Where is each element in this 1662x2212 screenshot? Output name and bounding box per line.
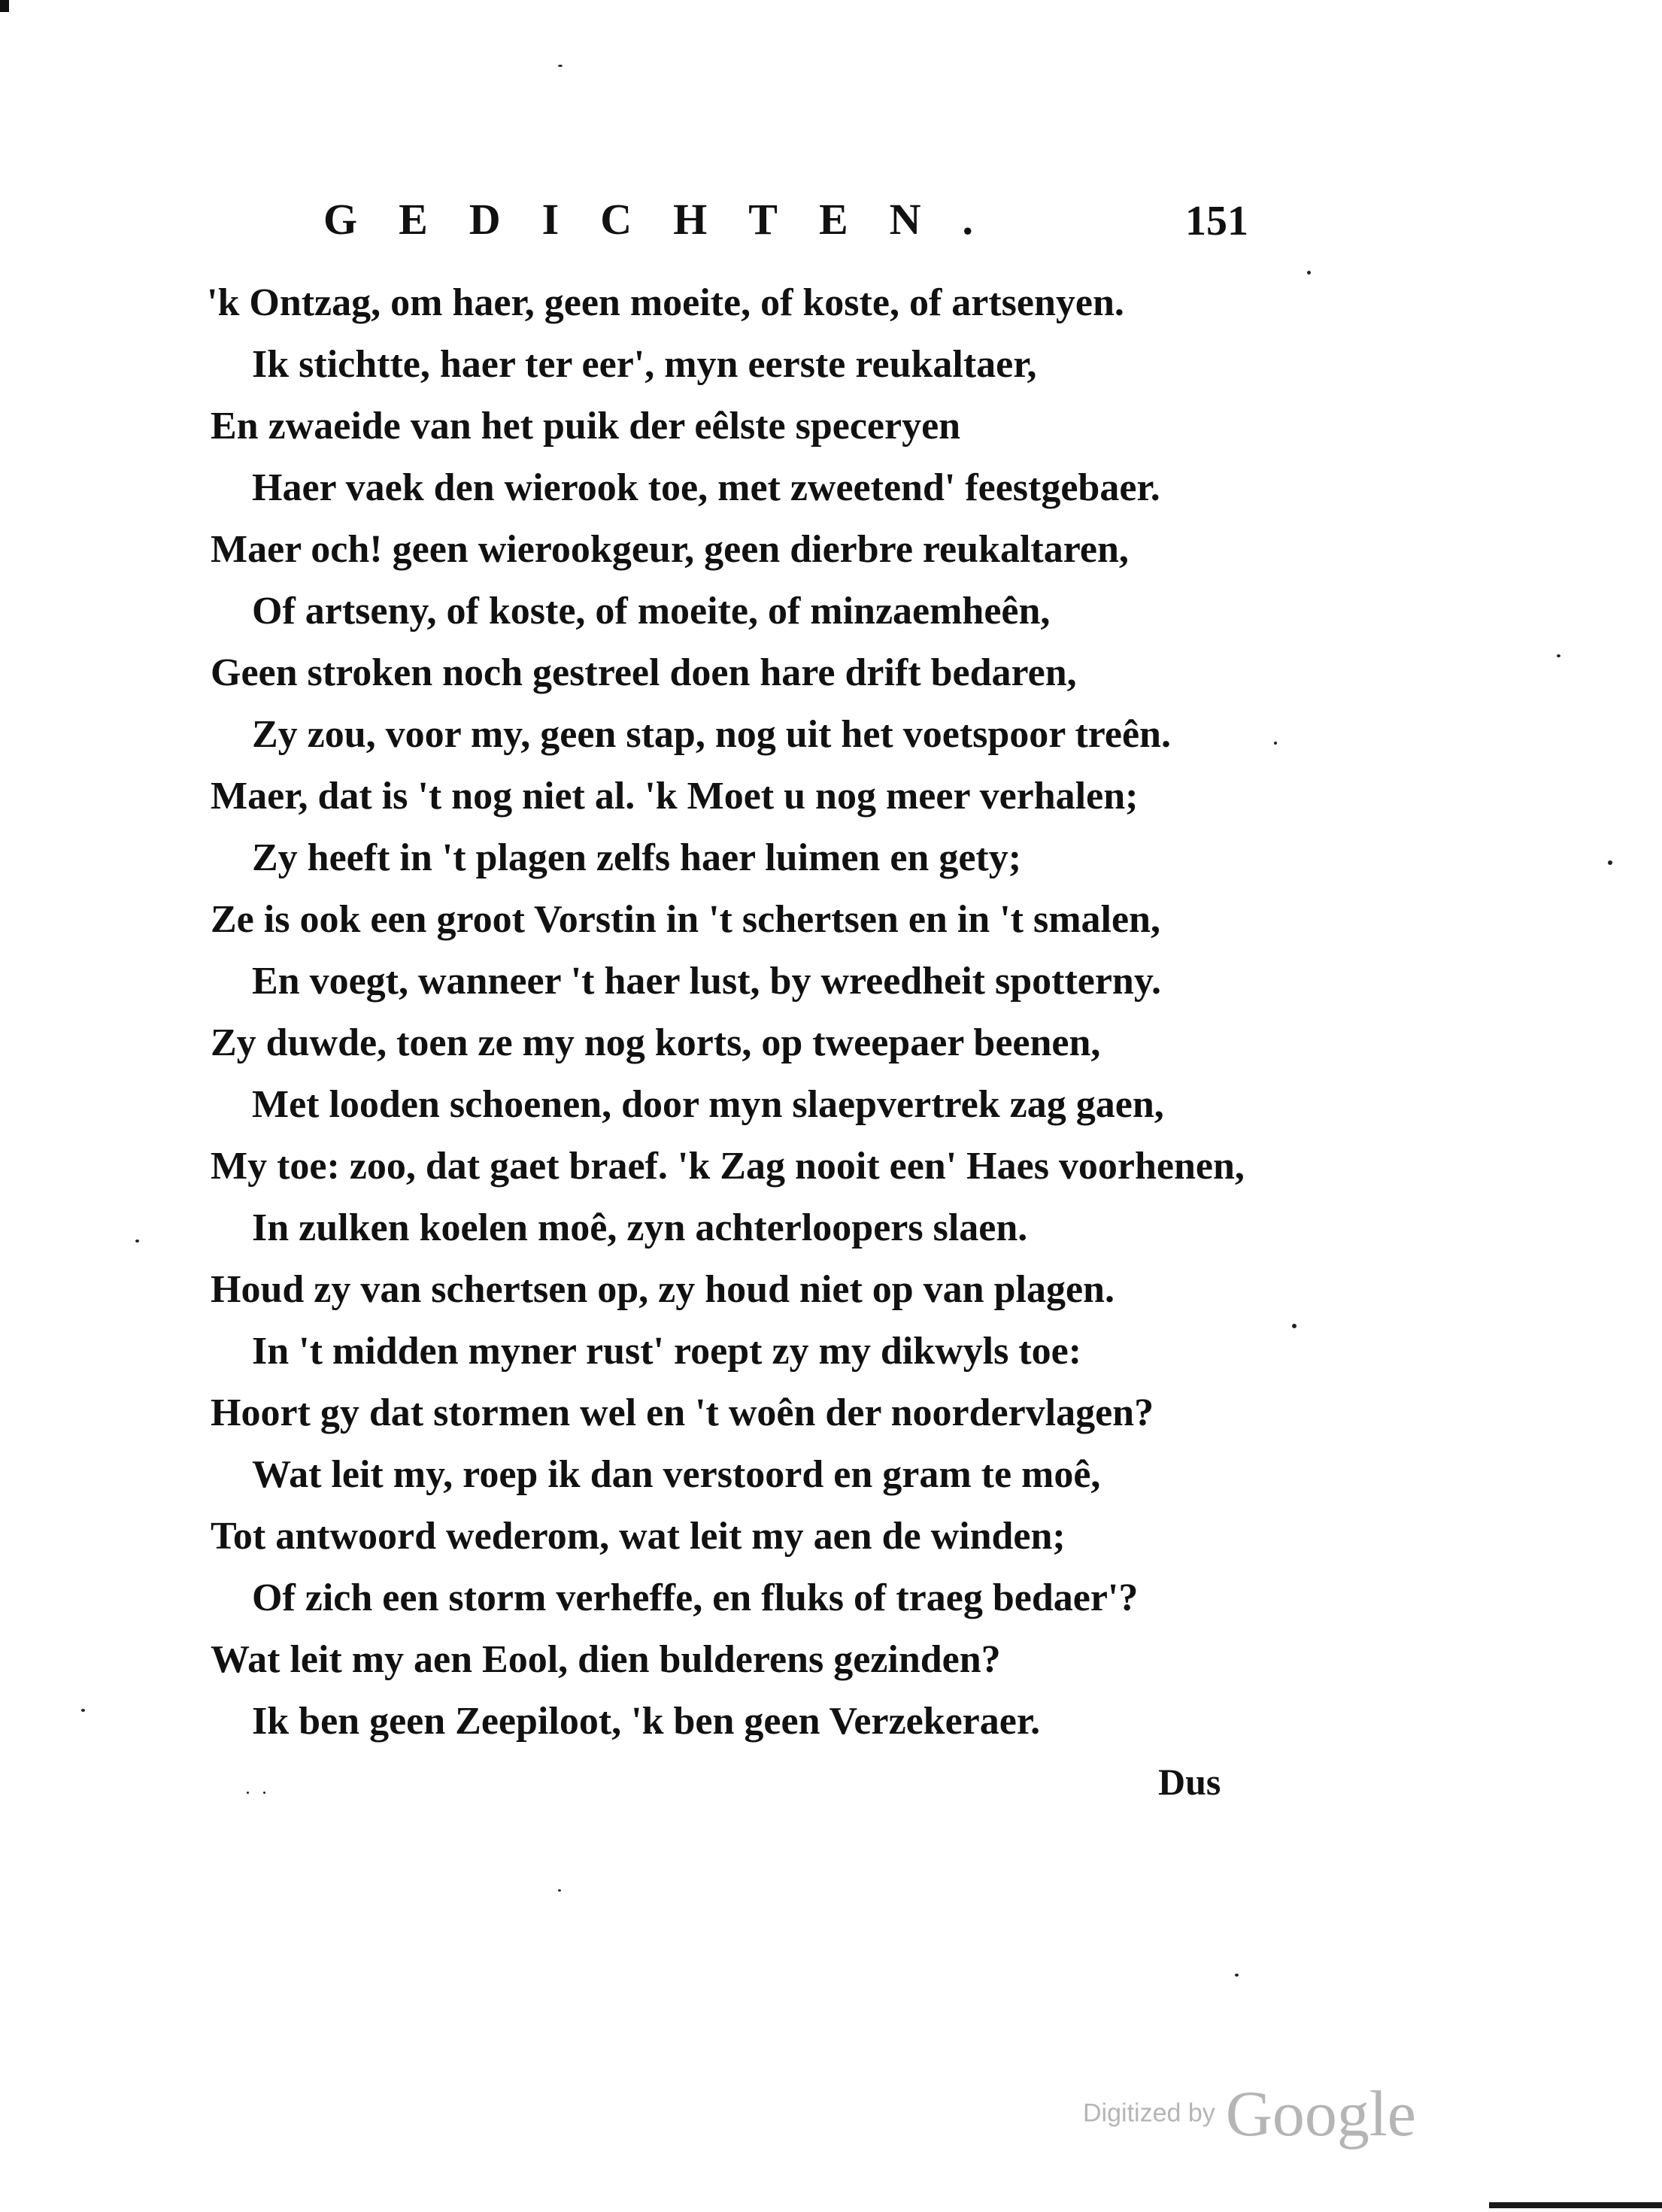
poem-line-18: In 't midden myner rust' roept zy my dikwyls toe:	[252, 1330, 1082, 1373]
page-header	[323, 194, 1248, 254]
scan-speck	[1557, 654, 1560, 657]
poem-line-16: In zulken koelen moê, zyn achterloopers slaen.	[252, 1206, 1028, 1249]
poem-line-22: Of zich een storm verheffe, en fluks of traeg bedaer'?	[252, 1576, 1139, 1619]
poem-line-13: Zy duwde, toen ze my nog korts, op tweepaer beenen,	[211, 1021, 1101, 1064]
poem-line-4: Haer vaek den wierook toe, met zweetend' feestgebaer.	[252, 466, 1160, 509]
poem-line-6: Of artseny, of koste, of moeite, of minzaemheên,	[252, 590, 1051, 633]
scan-speck	[135, 1240, 139, 1243]
scan-speck	[558, 1889, 561, 1892]
poem-line-19: Hoort gy dat stormen wel en 't woên der noordervlagen?	[211, 1391, 1154, 1434]
poem-line-3: En zwaeide van het puik der eêlste speceryen	[211, 405, 961, 448]
poem-line-10: Zy heeft in 't plagen zelfs haer luimen en gety;	[252, 836, 1022, 879]
poem-line-8: Zy zou, voor my, geen stap, nog uit het voetspoor treên.	[252, 713, 1171, 756]
scan-speck	[1307, 271, 1311, 275]
poem-line-24: Ik ben geen Zeepiloot, 'k ben geen Verzekeraer.	[252, 1700, 1041, 1743]
scan-speck	[1608, 860, 1612, 865]
catchword: Dus	[1158, 1761, 1221, 1803]
scan-edge-bar	[1489, 2202, 1662, 2208]
scan-speck	[263, 1792, 265, 1794]
watermark-brand: Google	[1225, 2077, 1416, 2150]
poem-line-7: Geen stroken noch gestreel doen hare drift bedaren,	[211, 651, 1077, 694]
poem-line-14: Met looden schoenen, door myn slaepvertrek zag gaen,	[252, 1083, 1164, 1126]
scan-speck	[558, 65, 563, 67]
scan-speck	[1274, 742, 1277, 745]
scan-speck	[247, 1792, 249, 1794]
poem-line-5: Maer och! geen wierookgeur, geen dierbre reukaltaren,	[211, 528, 1129, 571]
scan-speck	[1292, 1324, 1297, 1328]
poem-line-20: Wat leit my, roep ik dan verstoord en gram te moê,	[252, 1453, 1101, 1496]
poem-line-1: 'k Ontzag, om haer, geen moeite, of koste, of artsenyen.	[207, 281, 1124, 324]
page-number: 151	[1185, 198, 1248, 244]
running-title: GEDICHTEN.	[323, 195, 1015, 244]
poem-line-23: Wat leit my aen Eool, dien bulderens gezinden?	[211, 1638, 1001, 1681]
digitized-watermark	[1083, 2076, 1416, 2151]
poem-line-11: Ze is ook een groot Vorstin in 't schertsen en in 't smalen,	[211, 898, 1160, 941]
poem-line-9: Maer, dat is 't nog niet al. 'k Moet u nog meer verhalen;	[211, 775, 1139, 818]
scan-corner-mark	[0, 0, 9, 12]
poem-line-21: Tot antwoord wederom, wat leit my aen de winden;	[211, 1515, 1066, 1558]
poem-line-12: En voegt, wanneer 't haer lust, by wreedheit spotterny.	[252, 960, 1161, 1003]
poem-line-2: Ik stichtte, haer ter eer', myn eerste reukaltaer,	[252, 343, 1037, 386]
watermark-prefix: Digitized by	[1083, 2098, 1215, 2128]
poem-line-15: My toe: zoo, dat gaet braef. 'k Zag nooit een' Haes voorhenen,	[211, 1145, 1245, 1188]
poem-line-17: Houd zy van schertsen op, zy houd niet op van plagen.	[211, 1268, 1115, 1311]
scan-speck	[81, 1709, 85, 1712]
scan-speck	[1235, 1974, 1239, 1977]
